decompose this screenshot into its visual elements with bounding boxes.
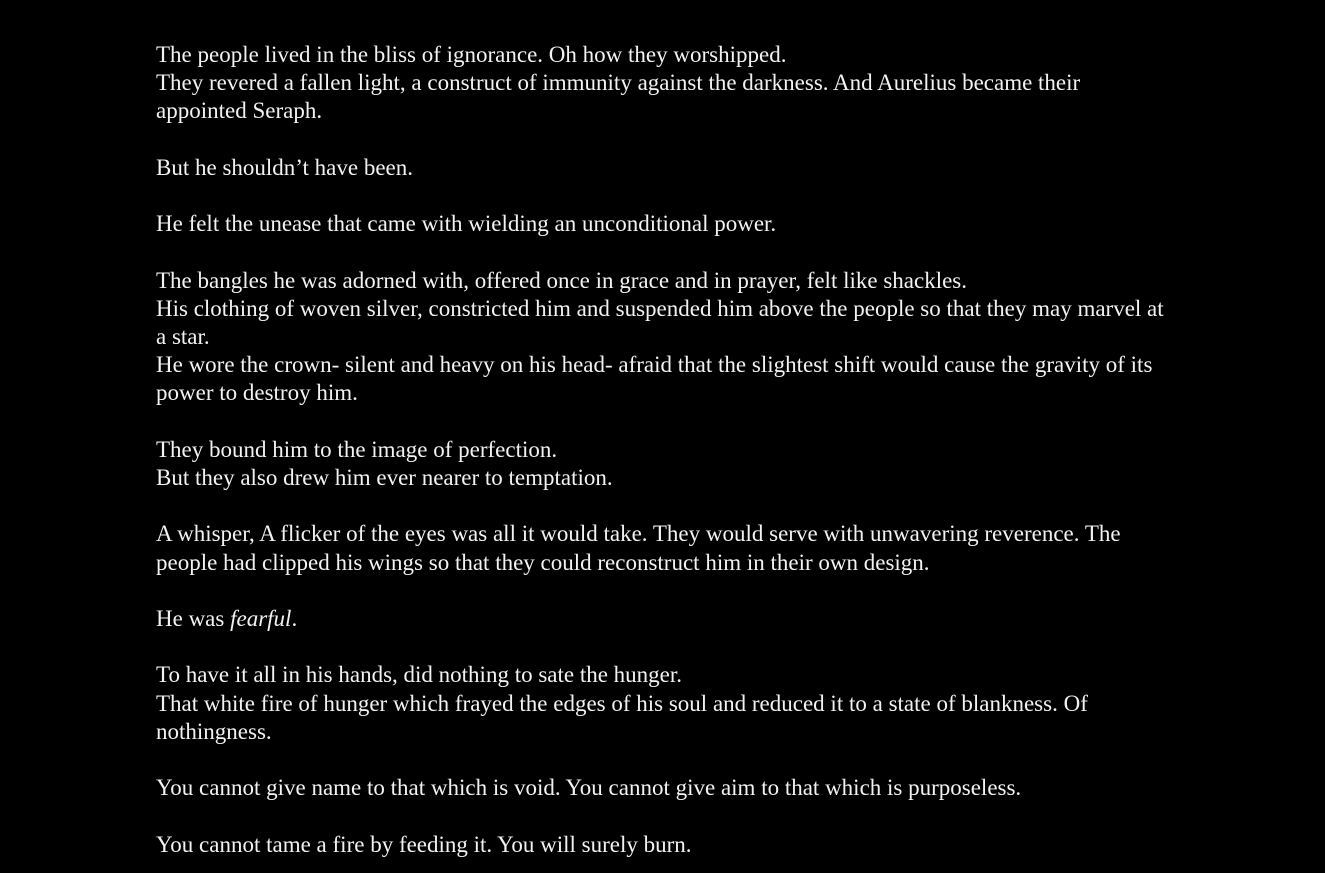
paragraph-7 [156,605,1166,633]
prose-body [156,41,1166,873]
paragraph-5 [156,436,1166,492]
paragraph-2 [156,154,1166,182]
text-line: He wore the crown- silent and heavy on his head- afraid that the slightest shift would cause the gravity of its power to destroy him. [156,352,1153,406]
text-line: To have it all in his hands, did nothing to sate the hunger. [156,662,683,688]
paragraph-4 [156,267,1166,408]
text-fragment: . [291,605,298,631]
text-line: They revered a fallen light, a construct of immunity against the darkness. And Aurelius became their appointed Seraph. [156,70,1081,124]
text-line: But they also drew him ever nearer to temptation. [156,464,613,490]
text-line: His clothing of woven silver, constricted him and suspended him above the people so that they may marvel at a star. [156,295,1164,349]
text-line: The bangles he was adorned with, offered once in grace and in prayer, felt like shackles. [156,267,967,293]
text-line: The people lived in the bliss of ignorance. Oh how they worshipped. [156,42,787,67]
paragraph-3 [156,210,1166,238]
text-fragment: He was [156,605,231,631]
text-line: But he shouldn’t have been. [156,154,413,180]
paragraph-9 [156,774,1166,802]
text-line: That white fire of hunger which frayed the edges of his soul and reduced it to a state of blankness. Of nothingness. [156,690,1088,744]
fearful-line [156,605,1166,633]
text-line: A whisper, A flicker of the eyes was all it would take. They would serve with unwavering reverence. The people had clipped his wings so that they could reconstruct him in their own design. [156,521,1121,575]
paragraph-1 [156,41,1166,126]
text-line: You cannot tame a fire by feeding it. You will surely burn. [156,831,692,857]
paragraph-6 [156,520,1166,576]
text-line: He felt the unease that came with wielding an unconditional power. [156,211,777,237]
text-line: You cannot give name to that which is void. You cannot give aim to that which is purposeless. [156,775,1022,801]
text-line: They bound him to the image of perfection. [156,436,558,462]
emphasized-word: fearful [230,605,292,631]
paragraph-10 [156,831,1166,859]
paragraph-8 [156,661,1166,746]
